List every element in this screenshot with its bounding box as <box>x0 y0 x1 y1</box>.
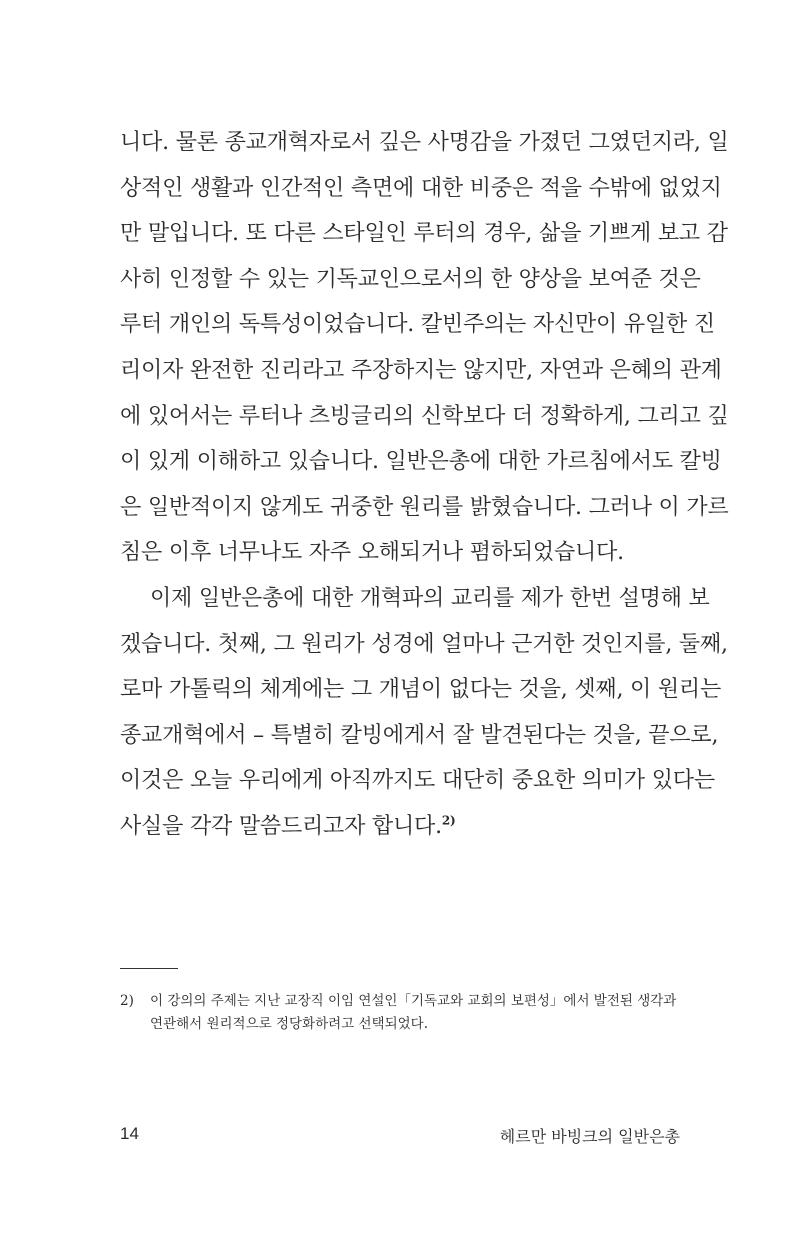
footnote-reference[interactable]: 2) <box>441 813 456 828</box>
page-number: 14 <box>120 1124 139 1143</box>
text-line: 만 말입니다. 또 다른 스타일인 루터의 경우, 삶을 기쁘게 보고 감 <box>120 221 728 247</box>
text-line: 상적인 생활과 인간적인 측면에 대한 비중은 적을 수밖에 없었지 <box>120 175 722 201</box>
text-line: 에 있어서는 루터나 츠빙글리의 신학보다 더 정확하게, 그리고 깊 <box>120 403 729 429</box>
text-line: 은 일반적이지 않게도 귀중한 원리를 밝혔습니다. 그러나 이 가르 <box>120 494 729 520</box>
footnote <box>120 990 680 1036</box>
text-line: 겠습니다. 첫째, 그 원리가 성경에 얼마나 근거한 것인지를, 둘째, <box>120 631 728 657</box>
text-line: 사히 인정할 수 있는 기독교인으로서의 한 양상을 보여준 것은 <box>120 266 701 292</box>
paragraph-first-line: 이제 일반은총에 대한 개혁파의 교리를 제가 한번 설명해 보 <box>150 585 710 611</box>
text-line: 로마 가톨릭의 체계에는 그 개념이 없다는 것을, 셋째, 이 원리는 <box>120 677 722 703</box>
text-line: 종교개혁에서 – 특별히 칼빙에게서 잘 발견된다는 것을, 끝으로, <box>120 722 719 748</box>
footnote-line: 연관해서 원리적으로 정당화하려고 선택되었다. <box>150 1016 428 1032</box>
text-line: 이것은 오늘 우리에게 아직까지도 대단히 중요한 의미가 있다는 <box>120 768 715 794</box>
text-line: 루터 개인의 독특성이었습니다. 칼빈주의는 자신만이 유일한 진 <box>120 312 715 338</box>
footnote-line: 이 강의의 주제는 지난 교장직 이임 연설인「기독교와 교회의 보편성」에서 발전된 생각과 <box>150 993 677 1009</box>
text-line-last <box>120 804 680 850</box>
footnote-number: 2) <box>120 993 134 1009</box>
body-text <box>120 120 729 850</box>
footnote-body <box>150 990 680 1036</box>
text-line: 침은 이후 너무나도 자주 오해되거나 폄하되었습니다. <box>120 540 624 566</box>
text-line: 니다. 물론 종교개혁자로서 깊은 사명감을 가졌던 그였던지라, 일 <box>120 130 729 155</box>
text-line: 리이자 완전한 진리라고 주장하지는 않지만, 자연과 은혜의 관계 <box>120 357 722 383</box>
text-line: 이 있게 이해하고 있습니다. 일반은총에 대한 가르침에서도 칼빙 <box>120 449 722 475</box>
text-line-content: 사실을 각각 말씀드리고자 합니다. <box>120 813 442 839</box>
footnote-divider <box>120 968 178 969</box>
running-title: 헤르만 바빙크의 일반은총 <box>499 1127 680 1146</box>
